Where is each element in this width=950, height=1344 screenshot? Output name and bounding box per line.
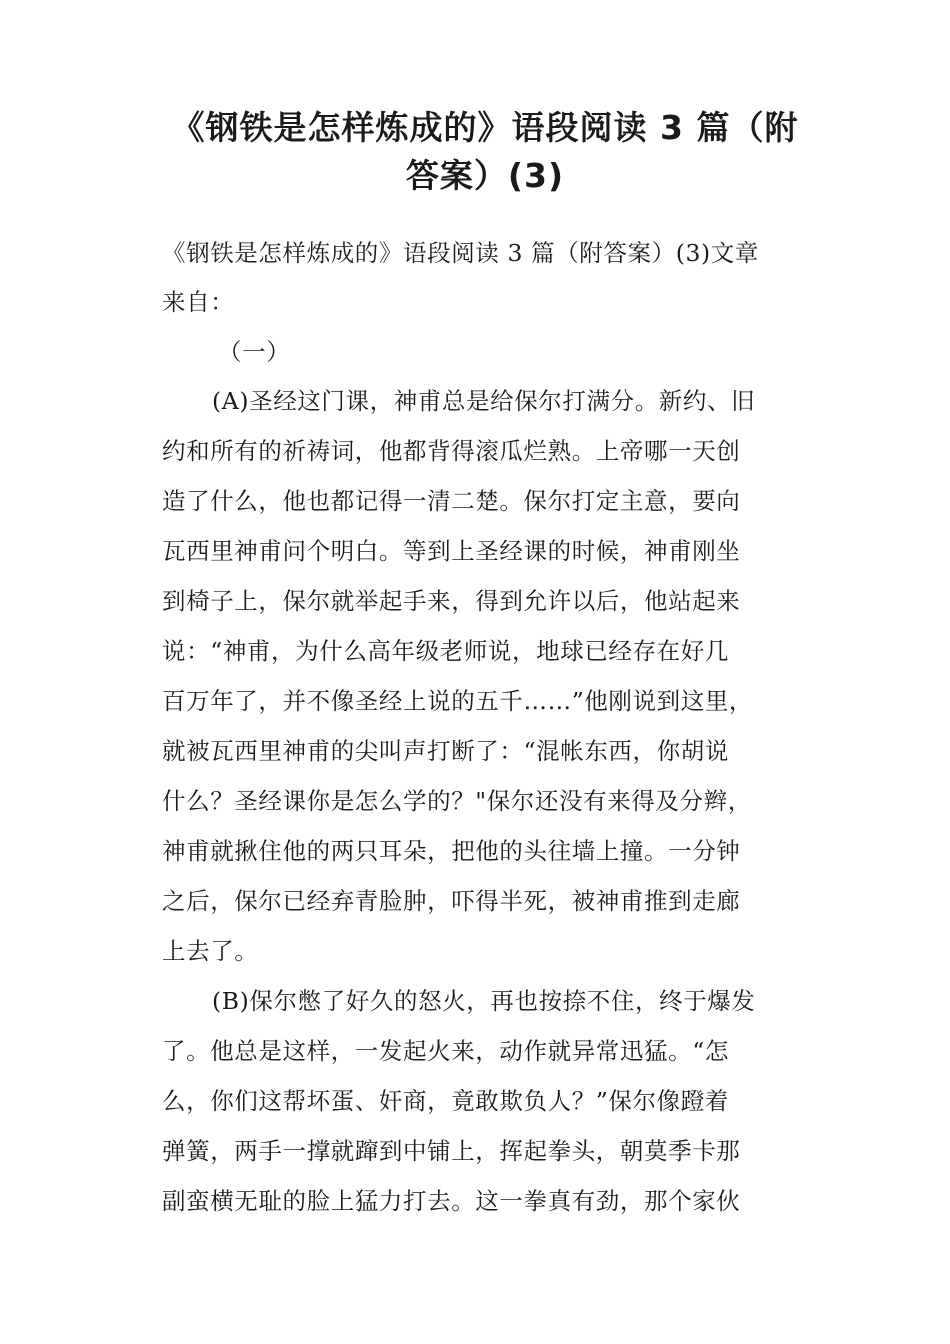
paragraph-a-line-8: 就被瓦西里神甫的尖叫声打断了：“混帐东西，你胡说 [162,737,729,765]
paragraph-b-line-1: (B)保尔憋了好久的怒火，再也按捺不住，终于爆发 [212,987,756,1015]
paragraph-a-line-9: 什么？圣经课你是怎么学的？"保尔还没有来得及分辫， [162,787,752,815]
paragraph-b-line-5: 副蛮横无耻的脸上猛力打去。这一拳真有劲，那个家伙 [162,1187,741,1215]
paragraph-b-line-2: 了。他总是这样，一发起火来，动作就异常迅猛。“怎 [162,1037,729,1065]
paragraph-a-line-1: (A)圣经这门课，神甫总是给保尔打满分。新约、旧 [212,387,756,415]
paragraph-a-line-12: 上去了。 [162,937,259,965]
paragraph-a-line-7: 百万年了，并不像圣经上说的五千……”他刚说到这里， [162,687,754,715]
section-heading: （一） [218,338,291,366]
paragraph-a-line-10: 神甫就揪住他的两只耳朵，把他的头往墙上撞。一分钟 [162,837,741,865]
paragraph-a-line-11: 之后，保尔已经弃青脸肿，吓得半死，被神甫推到走廊 [162,887,741,915]
paragraph-a-line-4: 瓦西里神甫问个明白。等到上圣经课的时候，神甫刚坐 [162,537,741,565]
document-title-line-1: 《钢铁是怎样炼成的》语段阅读 3 篇（附 [171,108,799,147]
paragraph-b-line-3: 么，你们这帮坏蛋、奸商，竟敢欺负人？”保尔像蹬着 [162,1087,729,1115]
paragraph-a-line-6: 说：“神甫，为什么高年级老师说，地球已经存在好几 [162,637,729,665]
document-title-line-2: 答案）(3) [405,156,565,195]
intro-line-1: 《钢铁是怎样炼成的》语段阅读 3 篇（附答案）(3)文章 [162,239,759,267]
paragraph-b-line-4: 弹簧，两手一撑就蹿到中铺上，挥起拳头，朝莫季卡那 [162,1137,741,1165]
paragraph-a-line-2: 约和所有的祈祷词，他都背得滚瓜烂熟。上帝哪一天创 [162,437,741,465]
paragraph-a-line-5: 到椅子上，保尔就举起手来，得到允许以后，他站起来 [162,587,741,615]
paragraph-a-line-3: 造了什么，他也都记得一清二楚。保尔打定主意，要向 [162,487,741,515]
intro-line-2: 来自： [162,288,235,316]
